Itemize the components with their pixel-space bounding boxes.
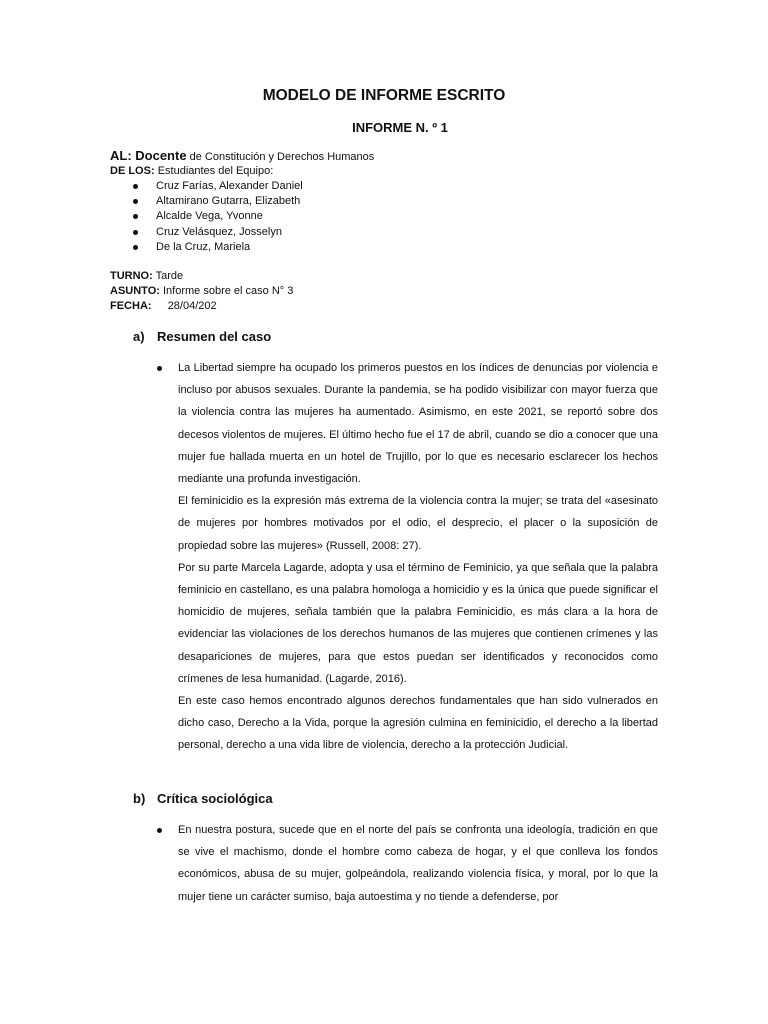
subject-label: ASUNTO: <box>110 285 160 297</box>
document-title: MODELO DE INFORME ESCRITO <box>262 87 506 104</box>
subject-line <box>110 284 293 299</box>
list-item <box>110 209 303 224</box>
member-name: Cruz Velásquez, Josselyn <box>156 225 282 238</box>
addressee-label: AL: Docente <box>110 148 187 163</box>
paragraph: Por su parte Marcela Lagarde, adopta y usa el término de Feminicio, ya que señala que la palabra feminicio en castellano, es una palabra homologa a homicidio y es la única que puede significar el homicidio de mujeres, señala también que la palabra Feminicidio, es más clara a la hora de evidenciar las violaciones de los derechos humanos de las mujeres que contienen crímenes y las desapariciones de mujeres, para que estos puedan ser identificados y reconocidos como crímenes de lesa humanidad. (Lagarde, 2016). <box>178 561 658 685</box>
bullet-icon <box>133 214 138 219</box>
bullet-icon <box>133 230 138 235</box>
date-value: 28/04/202 <box>167 300 217 312</box>
addressee-value: de Constitución y Derechos Humanos <box>189 151 375 163</box>
sender-value: Estudiantes del Equipo: <box>157 165 274 177</box>
date-label: FECHA: <box>110 300 152 312</box>
date-line <box>110 299 217 314</box>
section-title: Resumen del caso <box>157 329 272 344</box>
team-members-list <box>110 179 303 255</box>
bullet-icon <box>133 245 138 250</box>
critique-body <box>178 819 658 908</box>
member-name: Altamirano Gutarra, Elizabeth <box>156 195 301 208</box>
paragraph: El feminicidio es la expresión más extrema de la violencia contra la mujer; se trata del «asesinato de mujeres por hombres motivados por el odio, el desprecio, el placer o la suposición de propiedad sobre las mujeres» (Russell, 2008: 27). <box>178 495 658 552</box>
section-heading-critique <box>133 791 273 806</box>
shift-label: TURNO: <box>110 270 153 282</box>
list-item <box>110 240 303 255</box>
list-item <box>110 194 303 209</box>
member-name: Alcalde Vega, Yvonne <box>156 210 263 223</box>
section-letter: b) <box>133 791 146 806</box>
bullet-icon <box>157 366 162 371</box>
section-title: Crítica sociológica <box>157 791 273 806</box>
member-name: Cruz Farías, Alexander Daniel <box>156 180 303 192</box>
paragraph: En nuestra postura, sucede que en el norte del país se confronta una ideología, tradición en que se vive el machismo, donde el hombre como cabeza de hogar, y el que conlleva los fondos económicos, abusa de su mujer, golpeándola, realizando violencia física, y moral, por lo que la mujer tiene un carácter sumiso, baja autoestima y no tiende a defenderse, por <box>178 824 658 903</box>
section-heading-summary <box>133 329 271 344</box>
paragraph: En este caso hemos encontrado algunos derechos fundamentales que han sido vulnerados en dicho caso, Derecho a la Vida, porque la agresión culmina en feminicidio, el derecho a la libertad personal, derecho a una vida libre de violencia, derecho a la protección Judicial. <box>178 695 658 752</box>
shift-value: Tarde <box>155 270 184 282</box>
report-number: INFORME N. º 1 <box>352 120 448 135</box>
summary-body <box>178 357 658 757</box>
list-item <box>110 225 303 240</box>
paragraph: La Libertad siempre ha ocupado los primeros puestos en los índices de denuncias por violencia e incluso por abusos sexuales. Durante la pandemia, se ha podido visibilizar con mayor fuerza que la violencia contra las mujeres ha aumentado. Asimismo, en este 2021, se reportó sobre dos decesos violentos de mujeres. El último hecho fue el 17 de abril, cuando se dio a conocer que una mujer fue hallada muerta en un hotel de Trujillo, por lo que es necesario esclarecer los hechos mediante una profunda investigación. <box>178 362 658 486</box>
sender-line <box>110 164 273 179</box>
subject-value: Informe sobre el caso N° 3 <box>162 285 294 297</box>
bullet-icon <box>157 828 162 833</box>
sender-label: DE LOS: <box>110 165 155 177</box>
addressee-line <box>110 148 374 165</box>
list-item <box>110 179 303 194</box>
bullet-icon <box>133 184 138 189</box>
shift-line <box>110 269 183 284</box>
member-name: De la Cruz, Mariela <box>156 240 251 253</box>
bullet-icon <box>133 199 138 204</box>
section-letter: a) <box>133 329 145 344</box>
